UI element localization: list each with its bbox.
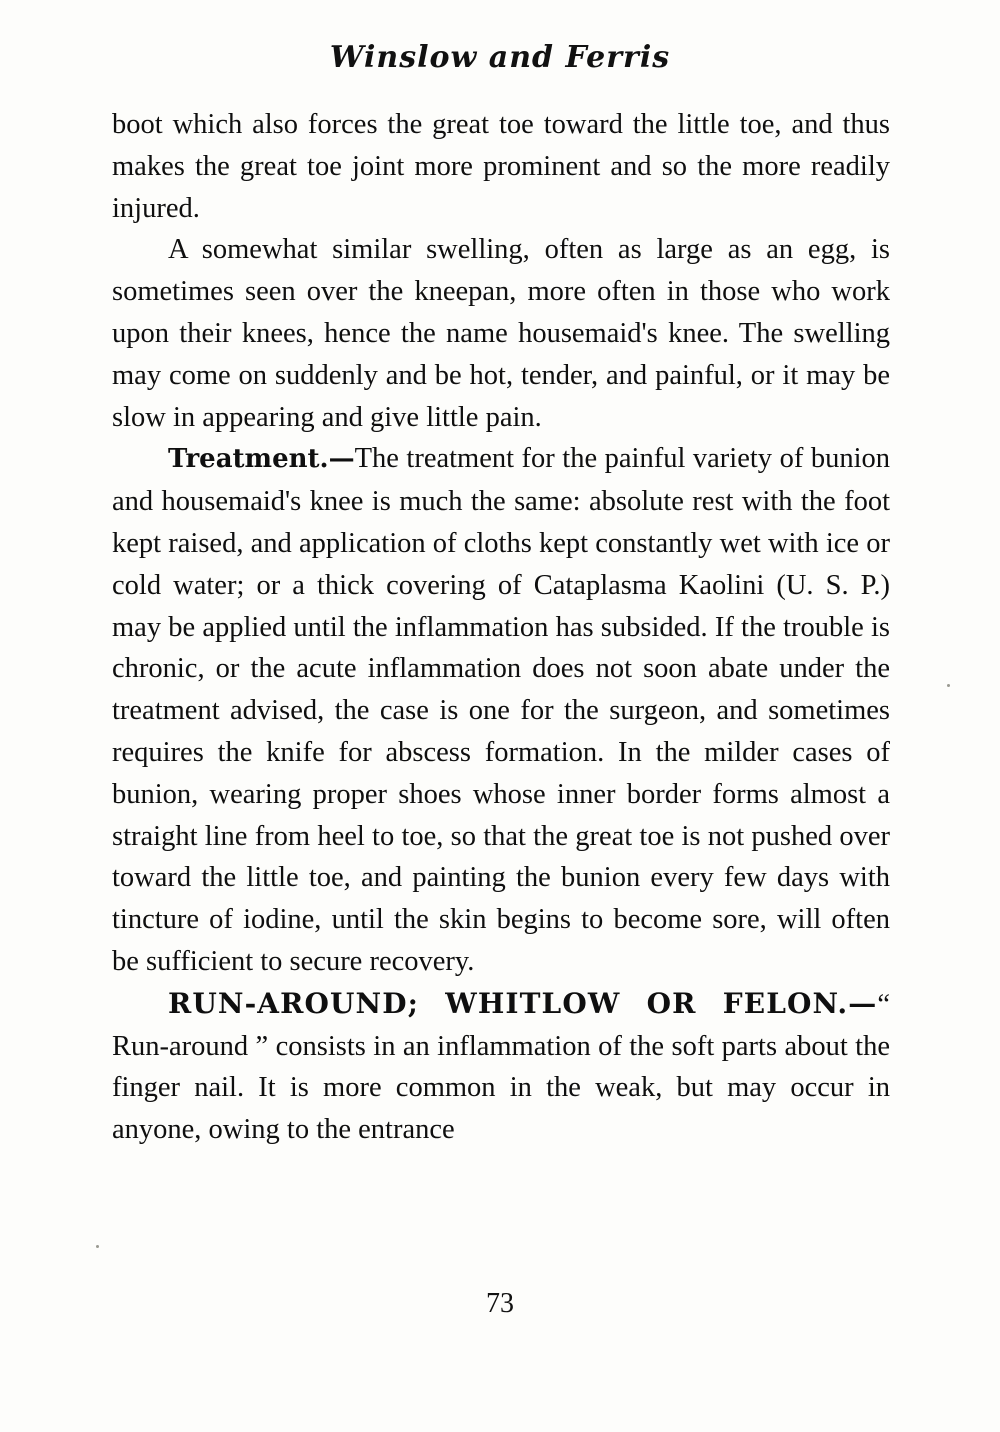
body-text-block bbox=[112, 104, 890, 1151]
paragraph-swelling bbox=[112, 229, 890, 438]
paragraph-run-around bbox=[112, 983, 890, 1151]
page-number: 73 bbox=[486, 1288, 514, 1319]
running-head: Winslow and Ferris bbox=[329, 40, 671, 75]
section-heading-run-around: RUN-AROUND; WHITLOW OR FELON.— bbox=[168, 986, 878, 1020]
paragraph-text: “ Run-around ” consists in an inflammation of the soft parts about the finger nail. It is more common in the weak, but may occur in anyone, owing to the entrance bbox=[112, 988, 890, 1146]
paragraph-boot bbox=[112, 104, 890, 229]
paragraph-treatment bbox=[112, 438, 890, 982]
run-in-heading-treatment: Treatment.— bbox=[168, 444, 355, 475]
paragraph-text: The treatment for the painful variety of bunion and housemaid's knee is much the same: absolute rest with the foot kept raised, and application of cloths kept constantly wet with ice or cold water; or a thick covering of Cataplasma Kaolini (U. S. P.) may be applied until the inflammation has subsided. If the trouble is chronic, or the acute inflammation does not soon abate under the treatment advised, the case is one for the surgeon, and sometimes requires the knife for abscess formation. In the milder cases of bunion, wearing proper shoes whose inner border forms almost a straight line from heel to toe, so that the great toe is not pushed over toward the little toe, and painting the bunion every few days with tincture of iodine, until the skin begins to become sore, will often be sufficient to secure recovery. bbox=[112, 443, 890, 977]
paragraph-text: boot which also forces the great toe toward the little toe, and thus makes the great toe joint more prominent and so the more readily injured. bbox=[112, 109, 890, 224]
paper-speck bbox=[96, 1245, 99, 1248]
paragraph-text: A somewhat similar swelling, often as large as an egg, is sometimes seen over the kneepan, more often in those who work upon their knees, hence the name housemaid's knee. The swelling may come on suddenly and be hot, tender, and painful, or it may be slow in appearing and give little pain. bbox=[112, 234, 890, 433]
paper-speck bbox=[947, 684, 950, 687]
